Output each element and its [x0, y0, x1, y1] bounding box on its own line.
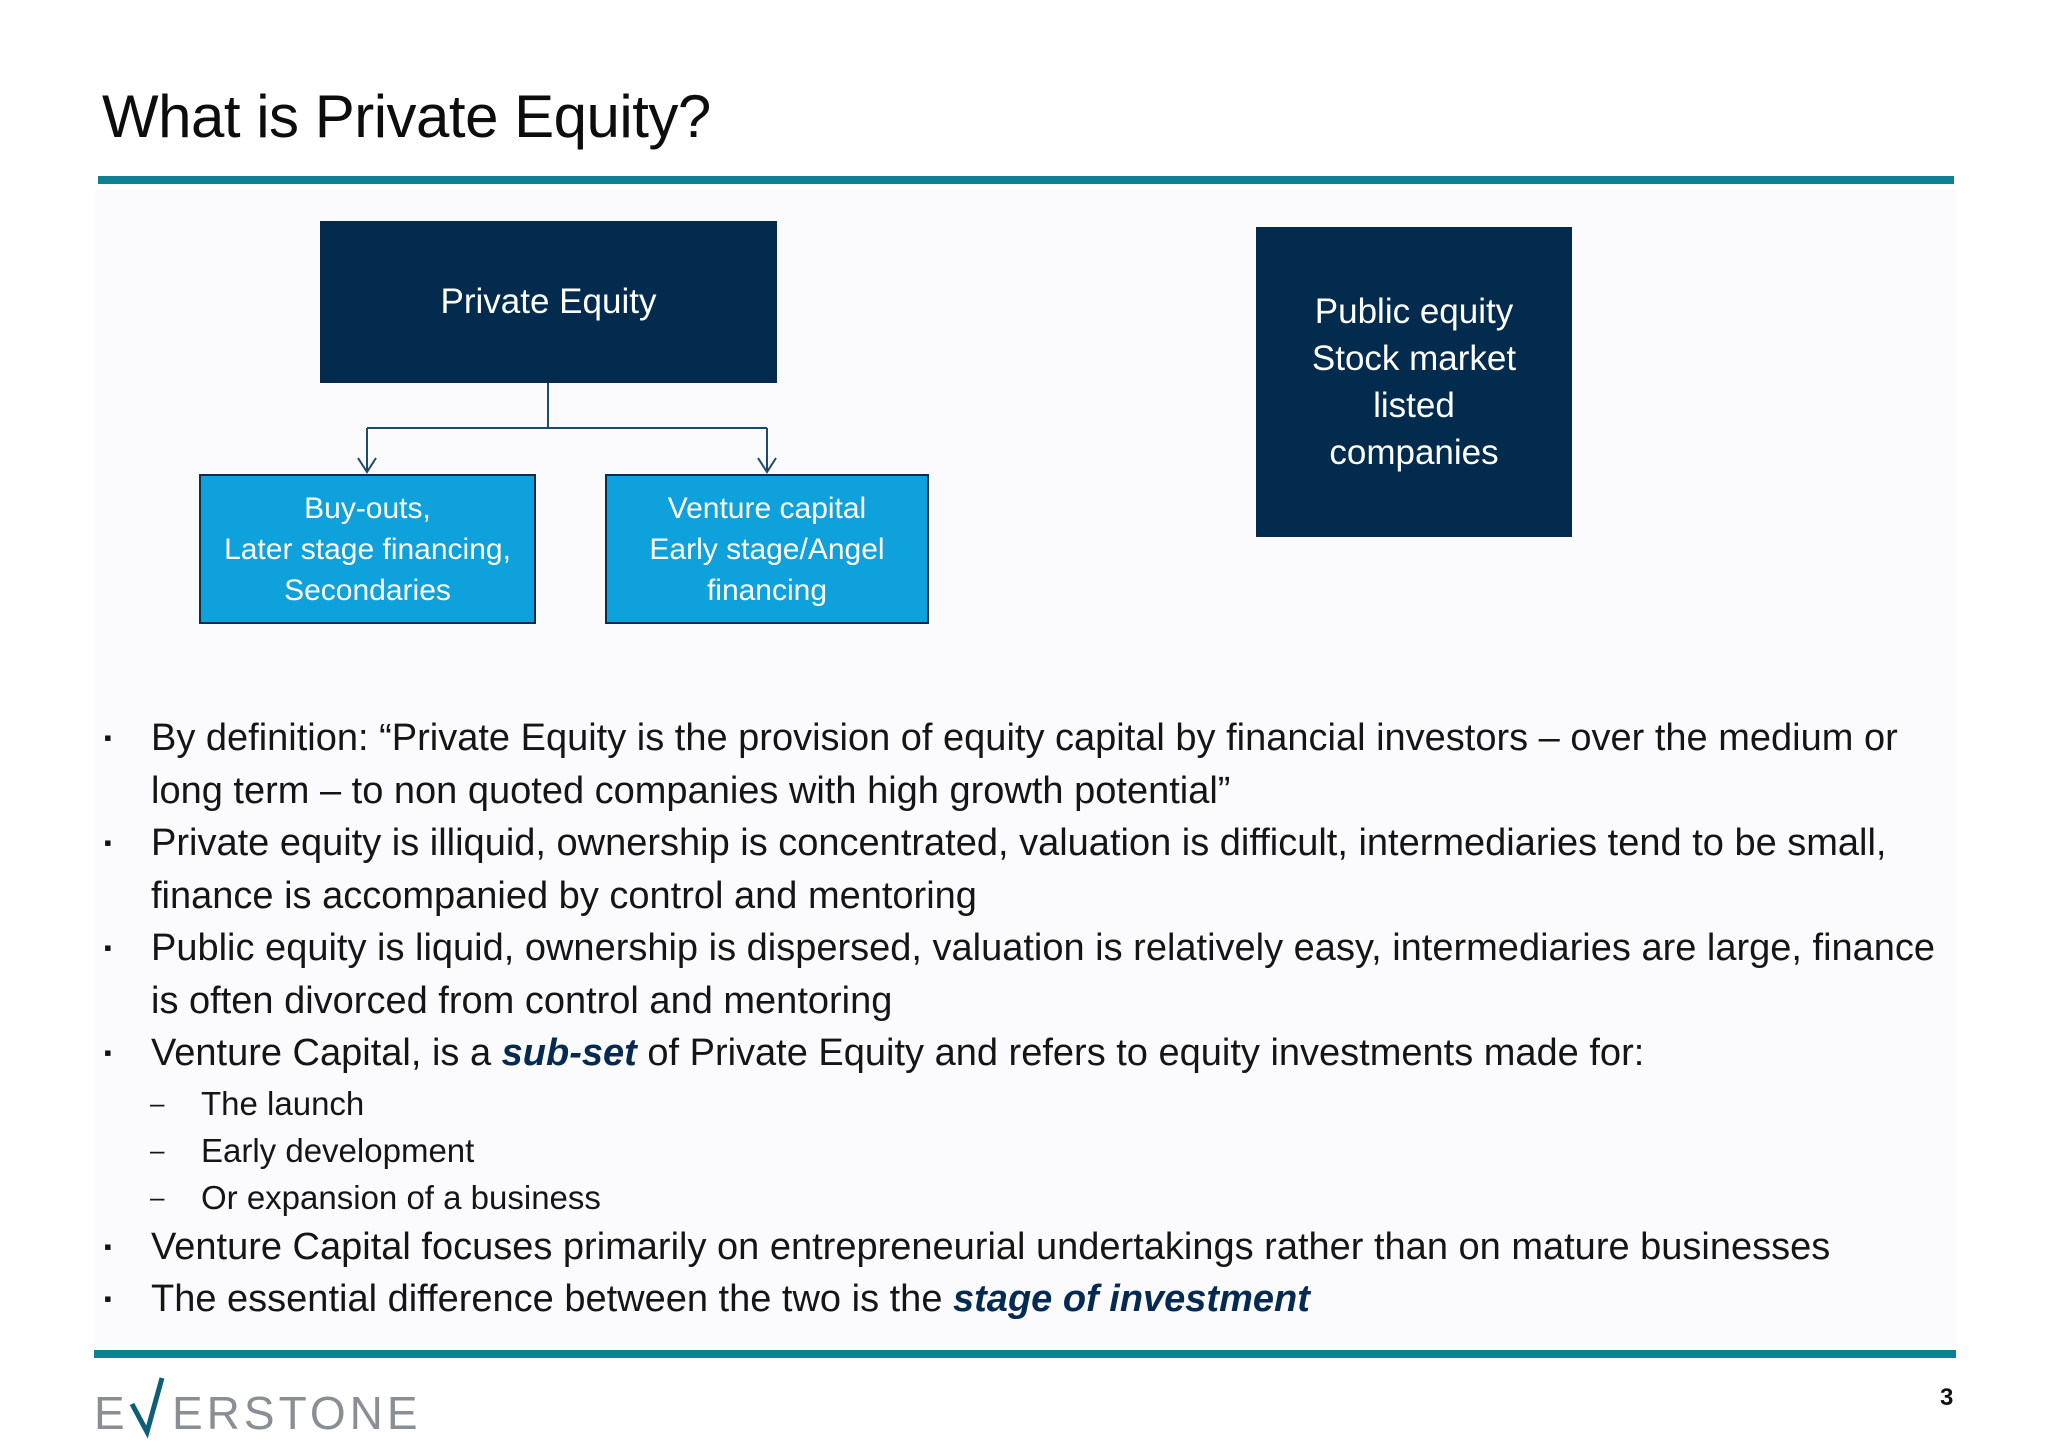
sub-bullet-text: Early development	[201, 1131, 475, 1169]
sub-bullet-text: Or expansion of a business	[201, 1178, 601, 1216]
sub-bullet-marker: –	[150, 1087, 165, 1118]
sub-bullet-expansion	[102, 1174, 1952, 1221]
bullet-text-pre: The essential difference between the two is the	[151, 1278, 954, 1320]
bullet-public-equity	[102, 922, 1952, 1027]
bullet-text: Public equity is liquid, ownership is dispersed, valuation is relatively easy, intermediaries are large, finance is often divorced from control and mentoring	[151, 927, 1936, 1022]
private-equity-label: Private Equity	[440, 282, 657, 321]
everstone-logo	[94, 1378, 422, 1439]
sub-bullet-launch	[102, 1080, 1952, 1127]
bullet-marker: ▪	[104, 830, 112, 855]
svg-text:E: E	[94, 1387, 129, 1439]
slide-title: What is Private Equity?	[102, 83, 711, 150]
bullet-venture-subset	[102, 1027, 1952, 1080]
public-equity-box	[1256, 227, 1572, 537]
bullet-emphasis: sub-set	[501, 1032, 637, 1074]
bullet-marker: ▪	[104, 1233, 112, 1259]
bullet-text-post: of Private Equity and refers to equity investments made for:	[636, 1032, 1645, 1074]
sub-bullet-text: The launch	[201, 1084, 365, 1122]
buyouts-box	[199, 474, 536, 624]
sub-bullet-marker: –	[150, 1134, 165, 1165]
venture-capital-label: Venture capital Early stage/Angel financing	[649, 491, 885, 607]
sub-bullet-marker: –	[150, 1181, 165, 1212]
bullet-marker: ▪	[104, 725, 112, 750]
bullet-list	[102, 712, 1952, 1326]
private-equity-box	[320, 221, 777, 383]
bullet-text-pre: Venture Capital, is a	[151, 1032, 502, 1074]
buyouts-label: Buy-outs, Later stage financing, Secondaries	[224, 491, 511, 607]
title-divider	[98, 176, 1954, 184]
bullet-text: Venture Capital focuses primarily on entrepreneurial undertakings rather than on mature businesses	[151, 1225, 1831, 1268]
sub-bullet-early-development	[102, 1127, 1952, 1174]
bullet-emphasis: stage of investment	[953, 1278, 1310, 1320]
venture-capital-box	[605, 474, 929, 624]
bullet-marker: ▪	[104, 935, 112, 960]
bullet-text: By definition: “Private Equity is the provision of equity capital by financial investors – over the medium or long term – to non quoted companies with high growth potential”	[151, 717, 1898, 812]
bullet-vc-focus	[102, 1221, 1952, 1274]
page-number: 3	[1940, 1384, 1954, 1411]
public-equity-label: Public equity Stock market listed companies	[1311, 292, 1517, 472]
bullet-marker: ▪	[104, 1286, 112, 1311]
bullet-definition	[102, 712, 1952, 817]
svg-text:ERSTONE: ERSTONE	[172, 1387, 422, 1439]
footer-divider	[94, 1350, 1956, 1358]
bullet-marker: ▪	[104, 1040, 112, 1065]
bullet-text: Private equity is illiquid, ownership is concentrated, valuation is difficult, intermediaries tend to be small, finance is accompanied by control and mentoring	[151, 822, 1887, 917]
bullet-essential-difference	[102, 1273, 1952, 1326]
bullet-private-equity	[102, 817, 1952, 922]
